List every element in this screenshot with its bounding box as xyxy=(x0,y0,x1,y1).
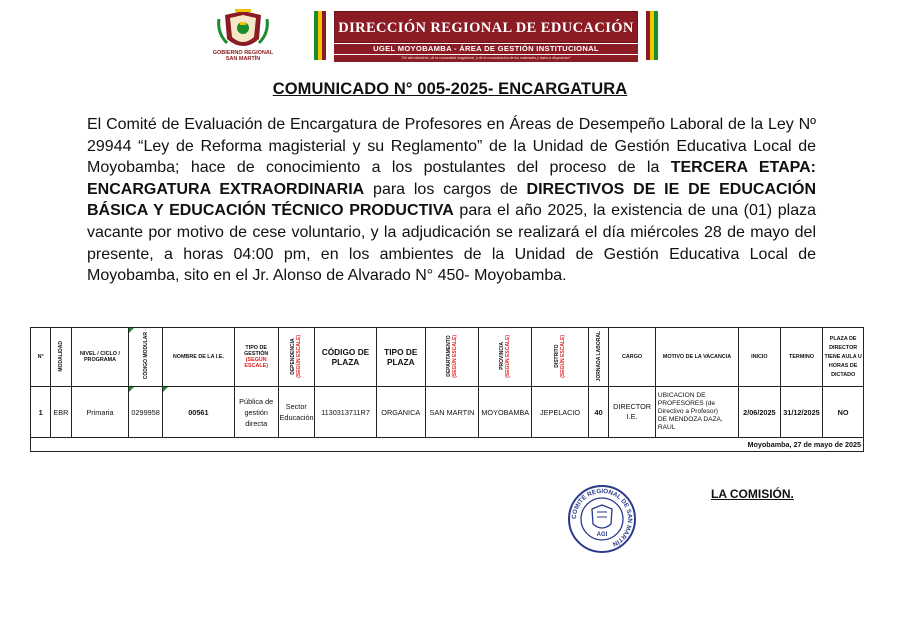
th-tipo-plaza: TIPO DE PLAZA xyxy=(376,328,425,387)
cell-termino: 31/12/2025 xyxy=(780,387,823,438)
cell-inicio: 2/06/2025 xyxy=(739,387,781,438)
cell-codigo-modular: 0299958 xyxy=(129,387,162,438)
th-termino: TERMINO xyxy=(780,328,823,387)
th-codigo-plaza: CÓDIGO DE PLAZA xyxy=(315,328,377,387)
th-provincia: PROVINCIA (SEGÚN ESCALE) xyxy=(479,328,532,387)
banner-subtitle: UGEL MOYOBAMBA - ÁREA DE GESTIÓN INSTITUCIONAL xyxy=(334,43,638,54)
cell-provincia: MOYOBAMBA xyxy=(479,387,532,438)
banner-motto: "De del ministerio, de la comunidad magisterial, y de la comunicación de los materiales y datos a disposición" xyxy=(334,54,638,62)
body-bold-stage: TERCERA ETAPA: ENCARGATURA EXTRAORDINARIA xyxy=(87,159,816,198)
cell-tipo-gestion: Pública de gestión directa xyxy=(234,387,278,438)
body-text-2: para los cargos de xyxy=(364,180,527,198)
cell-departamento: SAN MARTIN xyxy=(425,387,479,438)
th-nombre-ie: NOMBRE DE LA I.E. xyxy=(162,328,234,387)
signature-committee: LA COMISIÓN. xyxy=(711,487,794,501)
th-cargo: CARGO xyxy=(609,328,656,387)
motivo-line1: UBICACION DE PROFESORES (de Directivo a Profesor) xyxy=(657,392,718,415)
institution-banner xyxy=(334,11,638,60)
table-header-row xyxy=(31,328,864,387)
th-dependencia: DEPENDENCIA (SEGÚN ESCALE) xyxy=(278,328,315,387)
cell-plaza-director: NO xyxy=(823,387,864,438)
body-text-1: El Comité de Evaluación de Encargatura de Profesores en Áreas de Desempeño Laboral de la Ley Nº 29944 “Ley de Reforma magisterial y su Reglamento” de la Unidad de Gestión Educativa Local de Moyobamba; hace de conocimiento a los postulantes del proceso de la xyxy=(87,116,816,177)
body-bold-positions: DIRECTIVOS DE IE DE EDUCACIÓN BÁSICA Y EDUCACIÓN TÉCNICO PRODUCTIVA xyxy=(87,180,816,220)
motivo-line2: DE MENDOZA DAZA, RAUL xyxy=(657,416,723,431)
logo-caption-line2: SAN MARTÍN xyxy=(225,56,261,62)
th-modalidad: MODALIDAD xyxy=(51,328,71,387)
th-nivel: NIVEL / CICLO / PROGRAMA xyxy=(71,328,129,387)
th-motivo: MOTIVO DE LA VACANCIA xyxy=(655,328,738,387)
th-num: N° xyxy=(31,328,51,387)
vacancy-table xyxy=(30,327,864,452)
th-inicio: INICIO xyxy=(739,328,781,387)
stamp-center-text: AGI xyxy=(596,532,608,538)
banner-title: DIRECCIÓN REGIONAL DE EDUCACIÓN xyxy=(334,11,638,43)
th-departamento: DEPARTAMENTO (SEGÚN ESCALE) xyxy=(425,328,479,387)
announcement-body xyxy=(87,114,816,287)
cell-tipo-plaza: ORGANICA xyxy=(376,387,425,438)
svg-text:COMITÉ REGIONAL DE SAN MARTÍN xyxy=(571,488,633,548)
body-text-3: para el año 2025, la existencia de una (01) plaza vacante por motivo de cese voluntario, y la adjudicación se realizará el día miércoles 28 de mayo del presente, a horas 04:00 pm, en los ambientes de la Unidad de Gestión Educativa Local de Moyobamba, sito en el Jr. Alonso de Alvarado N° 450- Moyobamba. xyxy=(87,202,816,285)
cell-codigo-plaza: 1130313711R7 xyxy=(315,387,377,438)
logo-caption-line1: GOBIERNO REGIONAL xyxy=(212,50,274,56)
th-tipo-gestion: TIPO DE GESTIÓN (SEGÚN ESCALE) xyxy=(234,328,278,387)
decorative-stripes-right xyxy=(646,11,658,60)
logo-caption xyxy=(205,50,281,62)
cell-nombre-ie: 00561 xyxy=(162,387,234,438)
cell-jornada: 40 xyxy=(588,387,608,438)
th-codigo-modular: CÓDIGO MODULAR xyxy=(129,328,162,387)
date-line: Moyobamba, 27 de mayo de 2025 xyxy=(31,438,864,452)
cell-nivel: Primaria xyxy=(71,387,129,438)
decorative-stripes-left xyxy=(314,11,326,60)
th-jornada: JORNADA LABORAL xyxy=(588,328,608,387)
cell-num: 1 xyxy=(31,387,51,438)
th-plaza-director: PLAZA DE DIRECTOR TIENE AULA U HORAS DE DICTADO xyxy=(823,328,864,387)
cell-motivo xyxy=(655,387,738,438)
document-title: COMUNICADO N° 005-2025- ENCARGATURA xyxy=(272,80,628,98)
th-distrito: DISTRITO (SEGÚN ESCALE) xyxy=(532,328,589,387)
cell-cargo: DIRECTOR I.E. xyxy=(609,387,656,438)
cell-modalidad: EBR xyxy=(51,387,71,438)
table-row xyxy=(31,387,864,438)
committee-stamp xyxy=(567,484,637,554)
cell-distrito: JEPELACIO xyxy=(532,387,589,438)
table-date-row xyxy=(31,438,864,452)
stamp-ring-text: COMITÉ REGIONAL DE SAN MARTÍN xyxy=(570,487,634,548)
cell-dependencia: Sector Educación xyxy=(278,387,315,438)
